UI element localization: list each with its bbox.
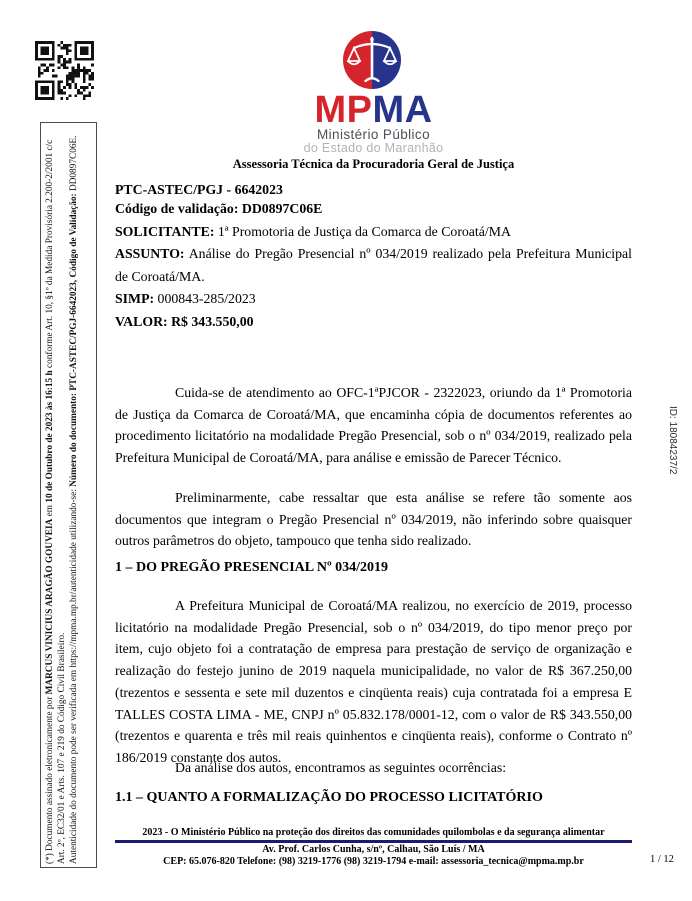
- logo-subtitle-1: Ministério Público: [317, 127, 430, 142]
- body-paragraph-4: Da análise dos autos, encontramos as seguintes ocorrências:: [175, 760, 507, 775]
- document-meta: [115, 180, 632, 218]
- field-solicitante-label: SOLICITANTE:: [115, 224, 215, 239]
- field-simp: [115, 288, 632, 310]
- field-assunto: [115, 243, 632, 288]
- document-id-vertical-label: ID: 18084237/2: [667, 406, 678, 475]
- field-assunto-value: Análise do Pregão Presencial nº 034/2019 realizado pela Prefeitura Municipal de Coroatá/MA.: [115, 246, 632, 284]
- field-valor-label: VALOR: R$ 343.550,00: [115, 313, 254, 329]
- footer-slogan: 2023 - O Ministério Público na proteção dos direitos das comunidades quilombolas e da segurança alimentar: [142, 827, 605, 838]
- footer-contact: CEP: 65.076-820 Telefone: (98) 3219-1776 (98) 3219-1794 e-mail: assessoria_tecnica@mpma.mp.br: [163, 856, 584, 867]
- mpma-logo-emblem: [343, 31, 401, 89]
- mpma-wordmark: [115, 89, 632, 131]
- field-simp-label: SIMP:: [115, 291, 155, 307]
- field-solicitante-value: 1ª Promotoria de Justiça da Comarca de Coroatá/MA: [214, 224, 511, 239]
- signature-paragraph: (*) Documento assinado eletronicamente por MARCUS VINICIUS ARAGÃO GOUVEIA em 10 de Outubro de 2023 às 16:15 h conforme Art. 10, §1º da Medida Provisória 2.200-2/2001 c/c Art. 2º, EC32/01 e Arts. 107 e 219 do Código Civil Brasileiro.: [45, 139, 67, 864]
- validation-code: Código de validação: DD0897C06E: [115, 201, 323, 216]
- field-valor: [115, 311, 632, 333]
- field-assunto-label: ASSUNTO:: [115, 246, 185, 262]
- qr-code: [35, 41, 94, 100]
- signature-validation-text: [45, 127, 81, 864]
- authenticity-paragraph: Autenticidade do documento pode ser verificada em https://mpma.mp.br/autenticidade utilizando-se: Número do documento: PTC-ASTEC/PGJ-6642023, Código de Validação: DD0897C06E.: [68, 135, 79, 864]
- wordmark-mp: MP: [314, 89, 373, 131]
- body-paragraph-1: Cuida-se de atendimento ao OFC-1ªPJCOR - 2322023, oriundo da 1ª Promotoria de Justiça da Comarca de Coroatá/MA, que encaminha cópia de documentos referentes ao procedimento licitatório na modalidade Pregão Presencial, sob o nº 034/2019, realizado pela Prefeitura Municipal de Coroatá/MA, para análise e emissão de Parecer Técnico.: [115, 385, 632, 466]
- page-number: 1 / 12: [650, 854, 674, 865]
- body-paragraph-2: Preliminarmente, cabe ressaltar que esta análise se refere tão somente aos documentos que integram o Pregão Presencial nº 034/2019, não inferindo sobre quaisquer outros parâmetros do objeto, tampouco que tenha sido realizado.: [115, 490, 632, 549]
- footer-divider-line: [115, 840, 632, 843]
- section-heading-1-1: 1.1 – QUANTO A FORMALIZAÇÃO DO PROCESSO LICITATÓRIO: [115, 790, 543, 805]
- field-simp-value: 000843-285/2023: [154, 291, 256, 307]
- wordmark-ma: MA: [372, 89, 433, 131]
- footer-address: Av. Prof. Carlos Cunha, s/nº, Calhau, São Luís / MA: [262, 844, 485, 855]
- body-paragraph-3: A Prefeitura Municipal de Coroatá/MA realizou, no exercício de 2019, processo licitatório na modalidade Pregão Presencial, sob o nº 034/2019, do tipo menor preço por item, cujo objeto foi a contratação de empresa para prestação de serviço de organização e realização do festejo junino de 2019 naquela municipalidade, no valor de R$ 367.250,00 (trezentos e sessenta e sete mil duzentos e cinqüenta reais) cuja contratada foi a empresa E TALLES COSTA LIMA - ME, CNPJ nº 05.832.178/0001-12, com o valor de R$ 343.550,00 (trezentos e quarenta e três mil reais quinhentos e cinqüenta reais), conforme o Contrato nº 186/2019 constante dos autos.: [115, 598, 632, 765]
- header-fields: [115, 221, 632, 333]
- section-heading-1: 1 – DO PREGÃO PRESENCIAL Nº 034/2019: [115, 560, 388, 575]
- document-number: PTC-ASTEC/PGJ - 6642023: [115, 182, 283, 197]
- field-solicitante: [115, 221, 632, 243]
- department-title: Assessoria Técnica da Procuradoria Geral de Justiça: [232, 157, 515, 171]
- logo-subtitle-2: do Estado do Maranhão: [303, 141, 444, 155]
